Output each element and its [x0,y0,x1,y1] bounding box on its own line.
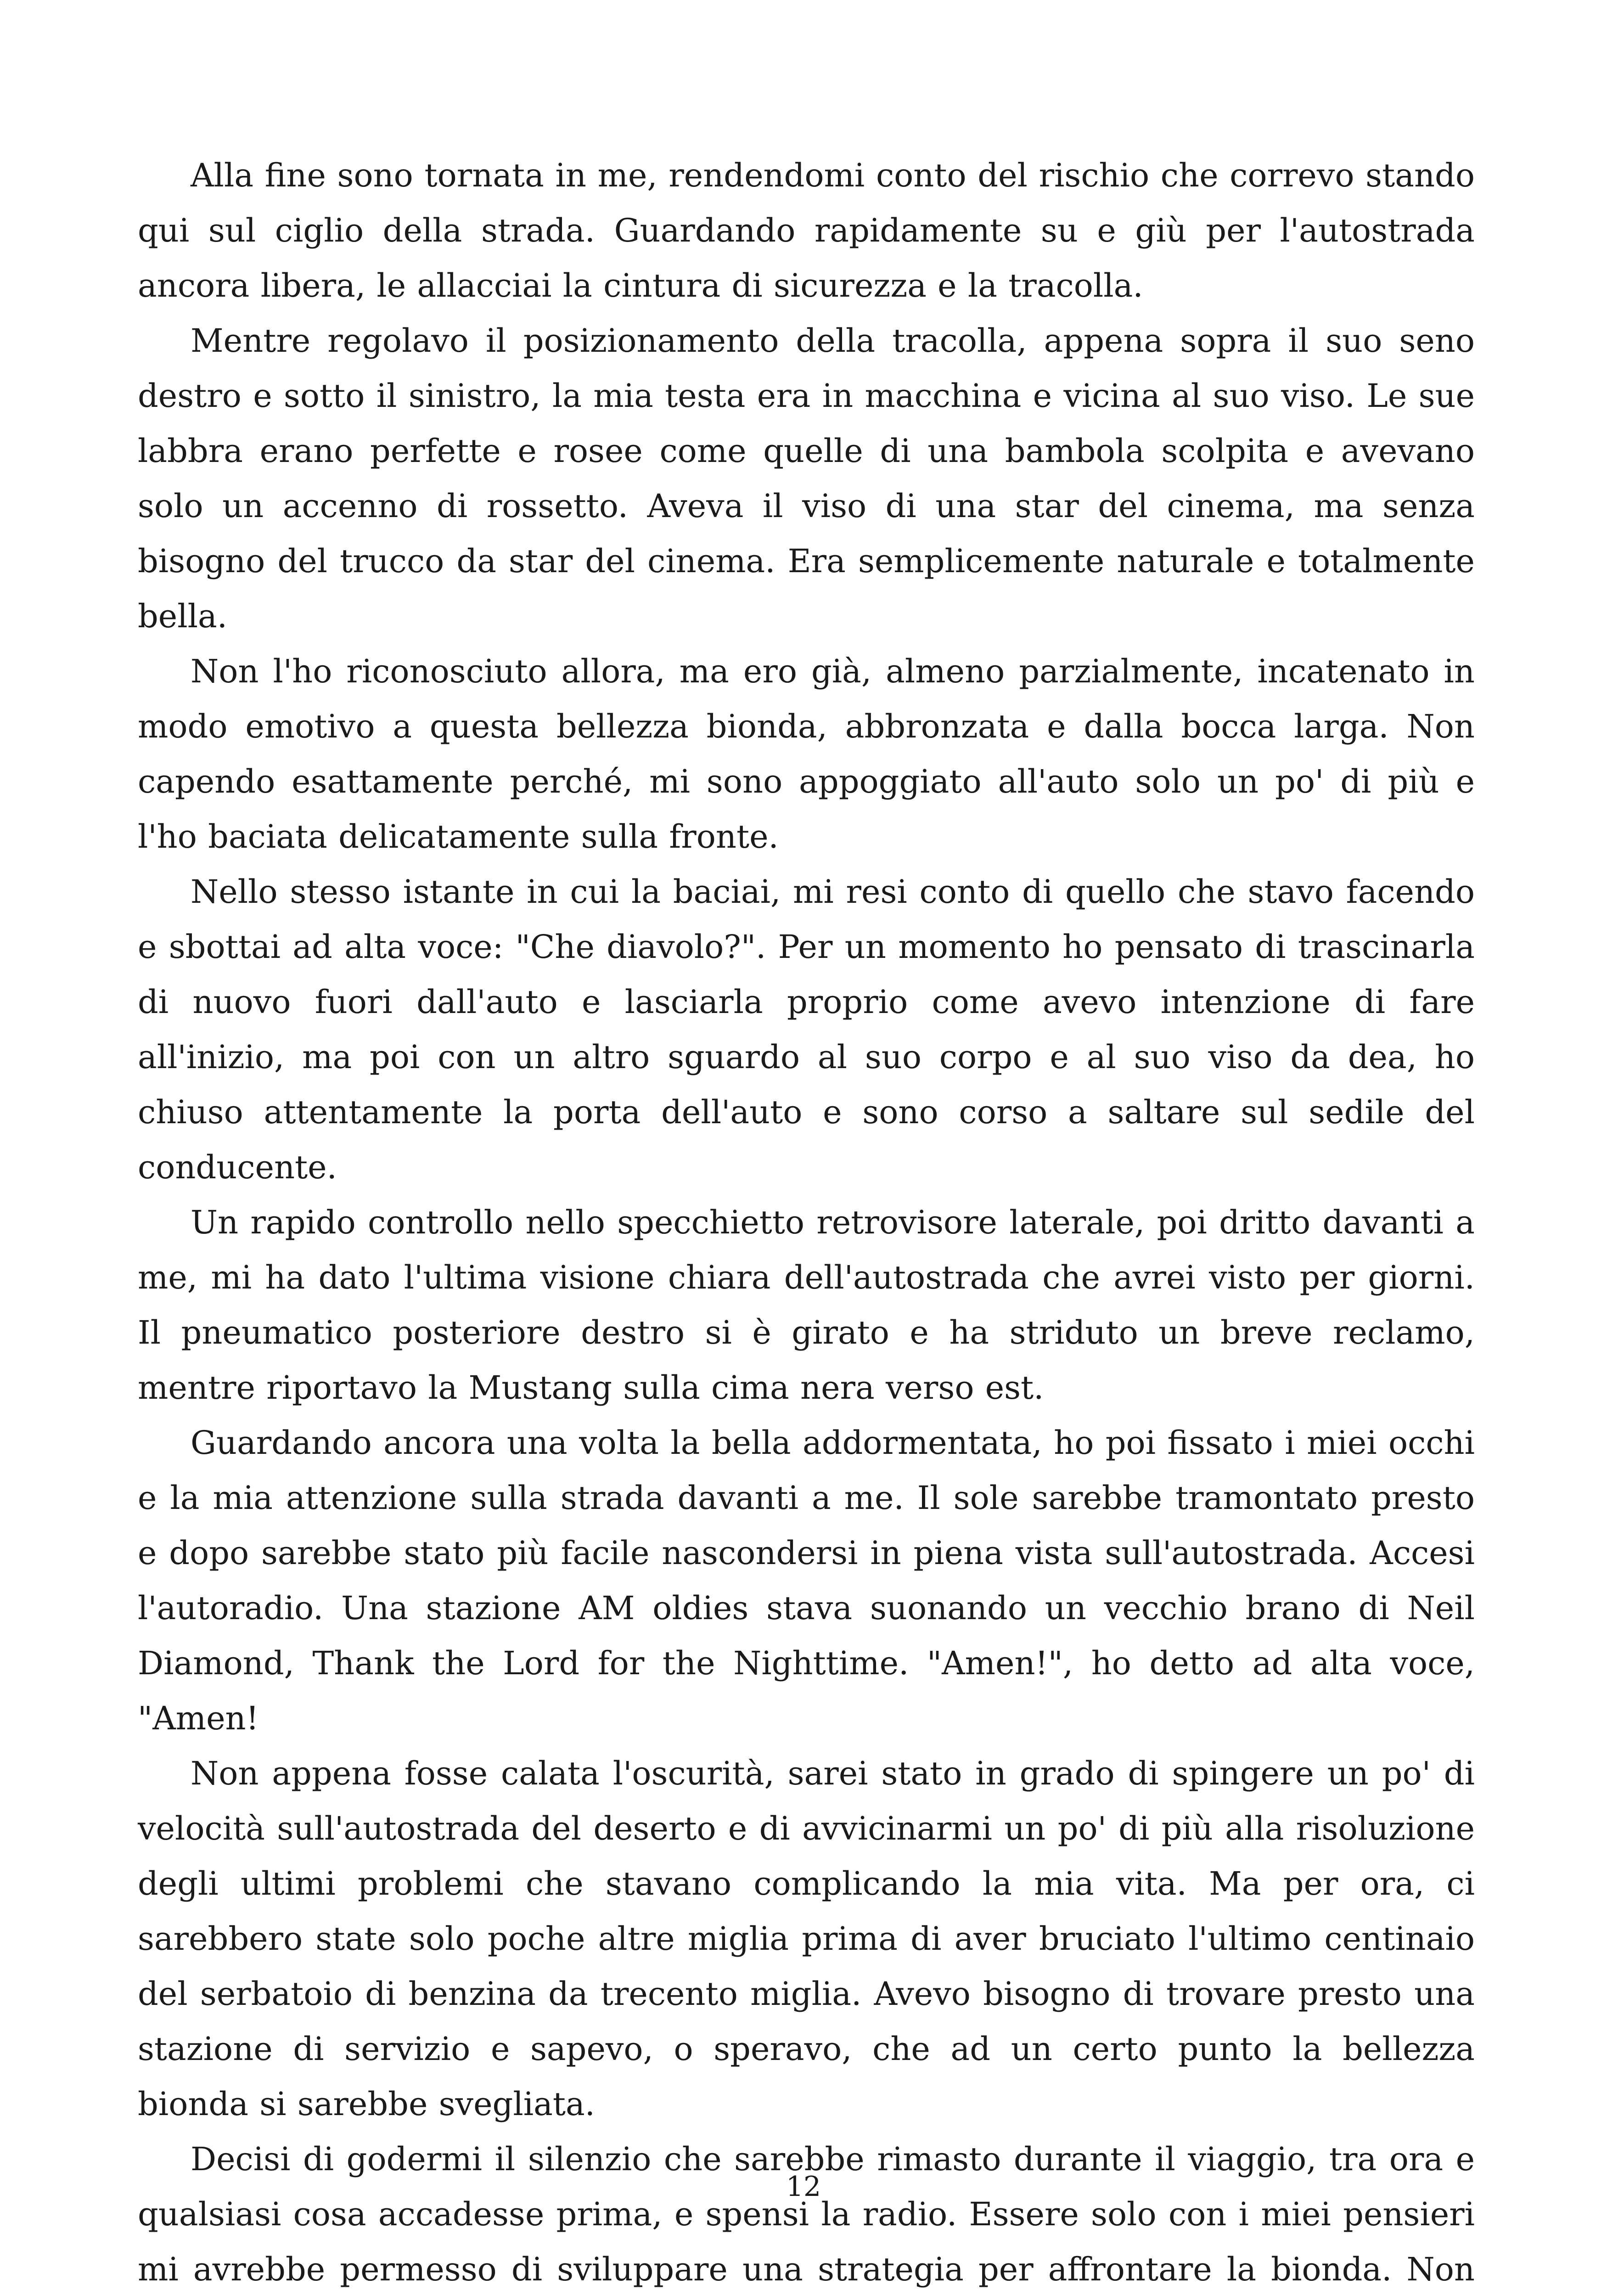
paragraph-3: Non l'ho riconosciuto allora, ma ero già, almeno parzialmente, incatenato in modo emotivo a questa bellezza bionda, abbronzata e dalla bocca larga. Non capendo esattamente perché, mi sono appoggiato all'auto solo un po' di più e l'ho baciata delicatamente sulla fronte. [138,653,1475,855]
paragraph-1: Alla fine sono tornata in me, rendendomi conto del rischio che correvo stando qui sul ciglio della strada. Guardando rapidamente su e giù per l'autostrada ancora libera, le allacciai la cintura di sicurezza e la tracolla. [138,157,1475,304]
paragraph-8: Decisi di godermi il silenzio che sarebbe rimasto durante il viaggio, tra ora e qualsiasi cosa accadesse prima, e spensi la radio. Essere solo con i miei pensieri mi avrebbe permesso di sviluppare una strategia per affrontare la bionda. Non [138,2140,1475,2288]
page-number: 12 [786,2171,821,2203]
paragraph-6: Guardando ancora una volta la bella addormentata, ho poi fissato i miei occhi e la mia attenzione sulla strada davanti a me. Il sole sarebbe tramontato presto e dopo sarebbe stato più facile nascondersi in piena vista sull'autostrada. Accesi l'autoradio. Una stazione AM oldies stava suonando un vecchio brano di Neil Diamond, Thank the Lord for the Nighttime. "Amen!", ho detto ad alta voce, "Amen! [138,1424,1475,1737]
paragraph-5: Un rapido controllo nello specchietto retrovisore laterale, poi dritto davanti a me, mi ha dato l'ultima visione chiara dell'autostrada che avrei visto per giorni. Il pneumatico posteriore destro si è girato e ha striduto un breve reclamo, mentre riportavo la Mustang sulla cima nera verso est. [138,1204,1475,1407]
paragraph-4: Nello stesso istante in cui la baciai, mi resi conto di quello che stavo facendo e sbottai ad alta voce: "Che diavolo?". Per un momento ho pensato di trascinarla di nuovo fuori dall'auto e lasciarla proprio come avevo intenzione di fare all'inizio, ma poi con un altro sguardo al suo corpo e al suo viso da dea, ho chiuso attentamente la porta dell'auto e sono corso a saltare sul sedile del conducente. [138,873,1475,1186]
paragraph-2: Mentre regolavo il posizionamento della tracolla, appena sopra il suo seno destro e sotto il sinistro, la mia testa era in macchina e vicina al suo viso. Le sue labbra erano perfette e rosee come quelle di una bambola scolpita e avevano solo un accenno di rossetto. Aveva il viso di una star del cinema, ma senza bisogno del trucco da star del cinema. Era semplicemente naturale e totalmente bella. [138,322,1475,635]
body-text [138,148,1475,2296]
paragraph-7: Non appena fosse calata l'oscurità, sarei stato in grado di spingere un po' di velocità sull'autostrada del deserto e di avvicinarmi un po' di più alla risoluzione degli ultimi problemi che stavano complicando la mia vita. Ma per ora, ci sarebbero state solo poche altre miglia prima di aver bruciato l'ultimo centinaio del serbatoio di benzina da trecento miglia. Avevo bisogno di trovare presto una stazione di servizio e sapevo, o speravo, che ad un certo punto la bellezza bionda si sarebbe svegliata. [138,1755,1475,2123]
